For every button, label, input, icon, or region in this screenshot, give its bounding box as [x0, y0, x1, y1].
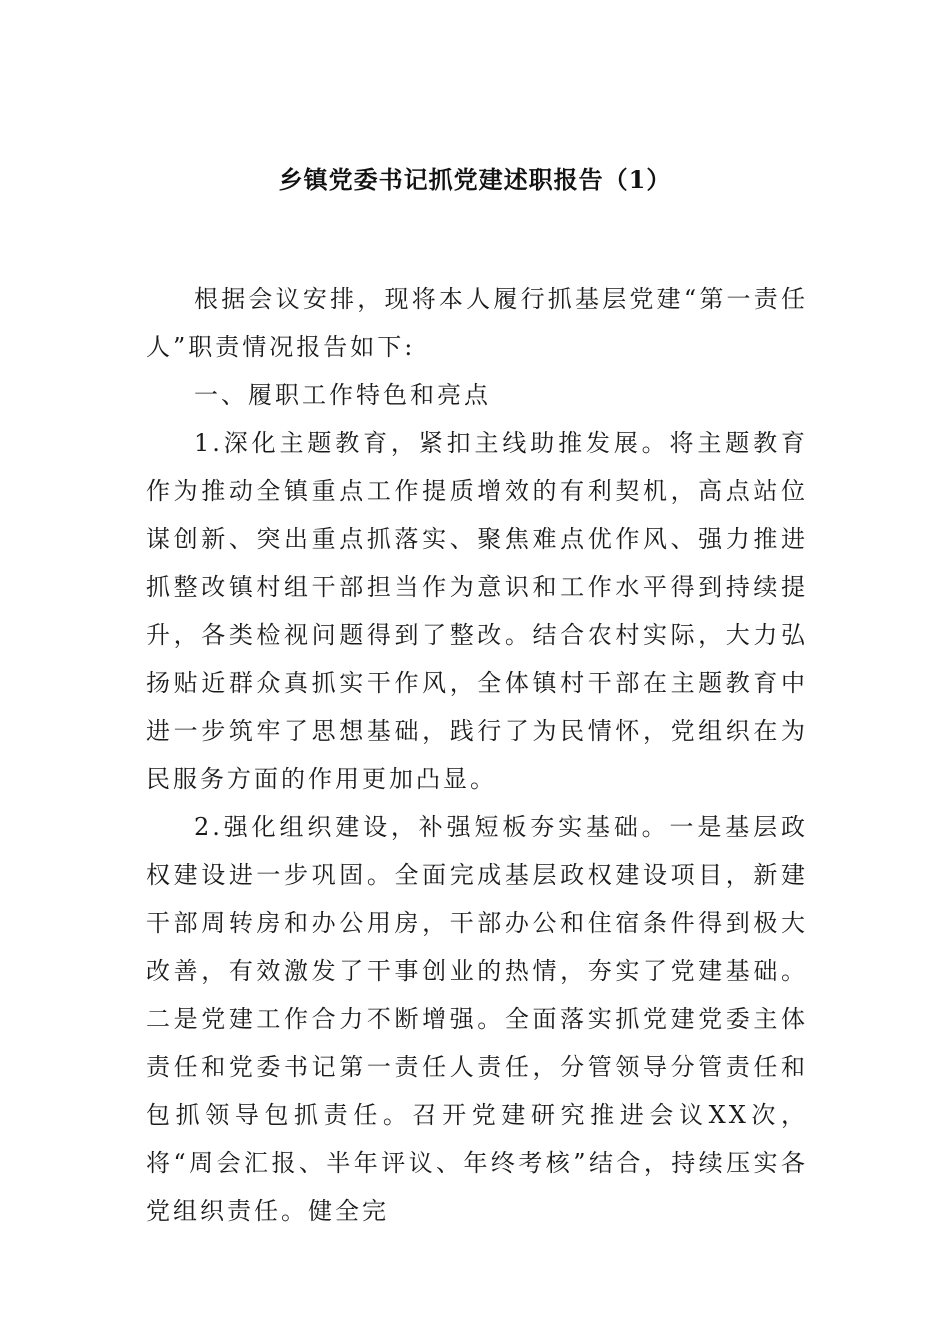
intro-paragraph: 根据会议安排，现将本人履行抓基层党建“第一责任人”职责情况报告如下: [146, 285, 808, 361]
document-title: 乡镇党委书记抓党建述职报告（1） [278, 165, 672, 194]
section-heading: 一、履职工作特色和亮点 [194, 381, 491, 409]
body-paragraph-1: 1.深化主题教育，紧扣主线助推发展。将主题教育作为推动全镇重点工作提质增效的有利契机，高点站位谋创新、突出重点抓落实、聚焦难点优作风、强力推进抓整改镇村组干部担当作为意识和工作水平得到持续提升，各类检视问题得到了整改。结合农村实际，大力弘扬贴近群众真抓实干作风，全体镇村干部在主题教育中进一步筑牢了思想基础，践行了为民情怀，党组织在为民服务方面的作用更加凸显。 [146, 429, 808, 793]
body-paragraph-2: 2.强化组织建设，补强短板夯实基础。一是基层政权建设进一步巩固。全面完成基层政权建设项目，新建干部周转房和办公用房，干部办公和住宿条件得到极大改善，有效激发了干事创业的热情，夯实了党建基础。二是党建工作合力不断增强。全面落实抓党建党委主体责任和党委书记第一责任人责任，分管领导分管责任和包抓领导包抓责任。召开党建研究推进会议XX次，将“周会汇报、半年评议、年终考核”结合，持续压实各党组织责任。健全完 [146, 813, 808, 1225]
document-body [146, 275, 808, 1235]
